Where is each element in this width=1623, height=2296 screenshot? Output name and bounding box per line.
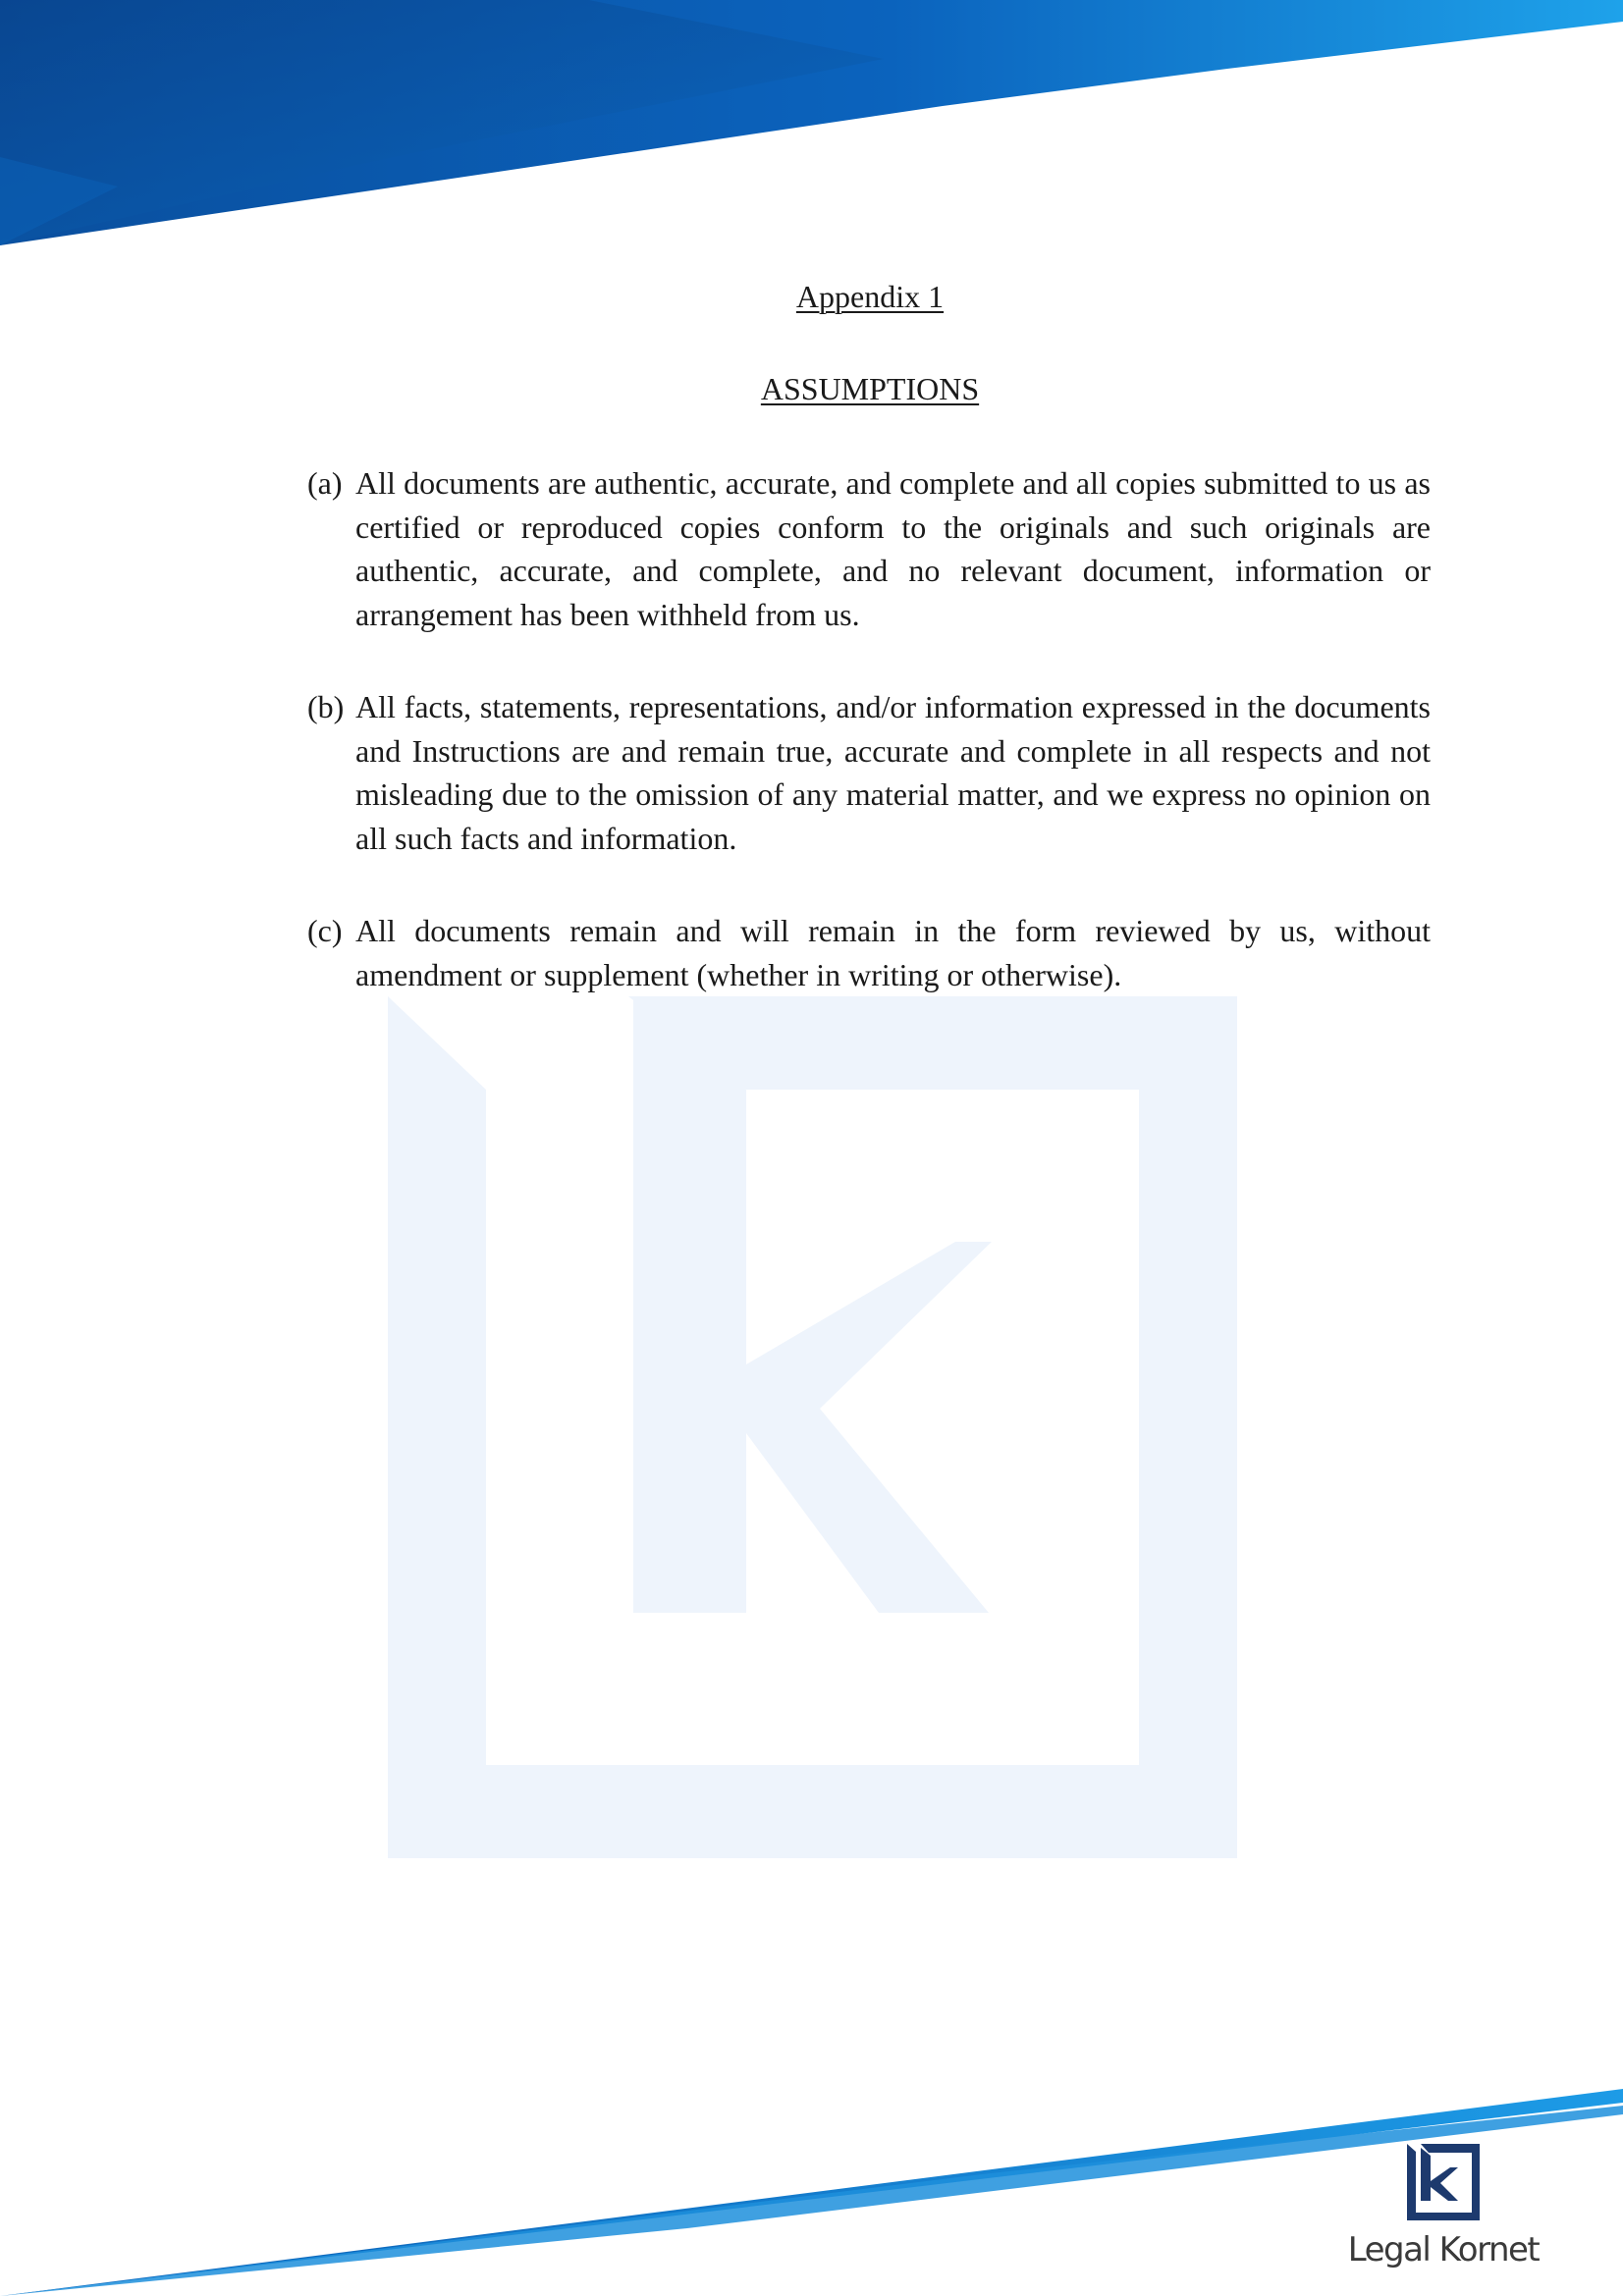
appendix-title: Appendix 1: [795, 279, 945, 314]
clause-label: (b): [307, 689, 345, 724]
header-decoration: [0, 0, 1623, 245]
logo-text: Legal Kornet: [1347, 2230, 1540, 2269]
clause-c: [307, 909, 1431, 996]
watermark-logo: [388, 996, 1237, 1858]
clause-label: (a): [307, 465, 343, 501]
clause-text: All facts, statements, representations, and/or information expressed in the documents and Instructions are and remain true, accurate and complete in all respects and not misleading due to the omission of any material matter, and we express no opinion on all such facts and information.: [355, 689, 1431, 856]
clause-a: [307, 461, 1431, 636]
k-logo-icon: [1407, 2144, 1480, 2220]
clause-text: All documents are authentic, accurate, and complete and all copies submitted to us as certified or reproduced copies conform to the originals and such originals are authentic, accurate, and complete, and no relevant document, information or arrangement has been withheld from us.: [355, 465, 1431, 632]
clause-text: All documents remain and will remain in the form reviewed by us, without amendment or supplement (whether in writing or otherwise).: [355, 913, 1431, 992]
clause-label: (c): [307, 913, 343, 948]
assumptions-list: [307, 461, 1431, 1045]
clause-b: [307, 685, 1431, 860]
section-title: ASSUMPTIONS: [760, 371, 980, 406]
legal-kornet-logo: [1345, 2136, 1542, 2273]
